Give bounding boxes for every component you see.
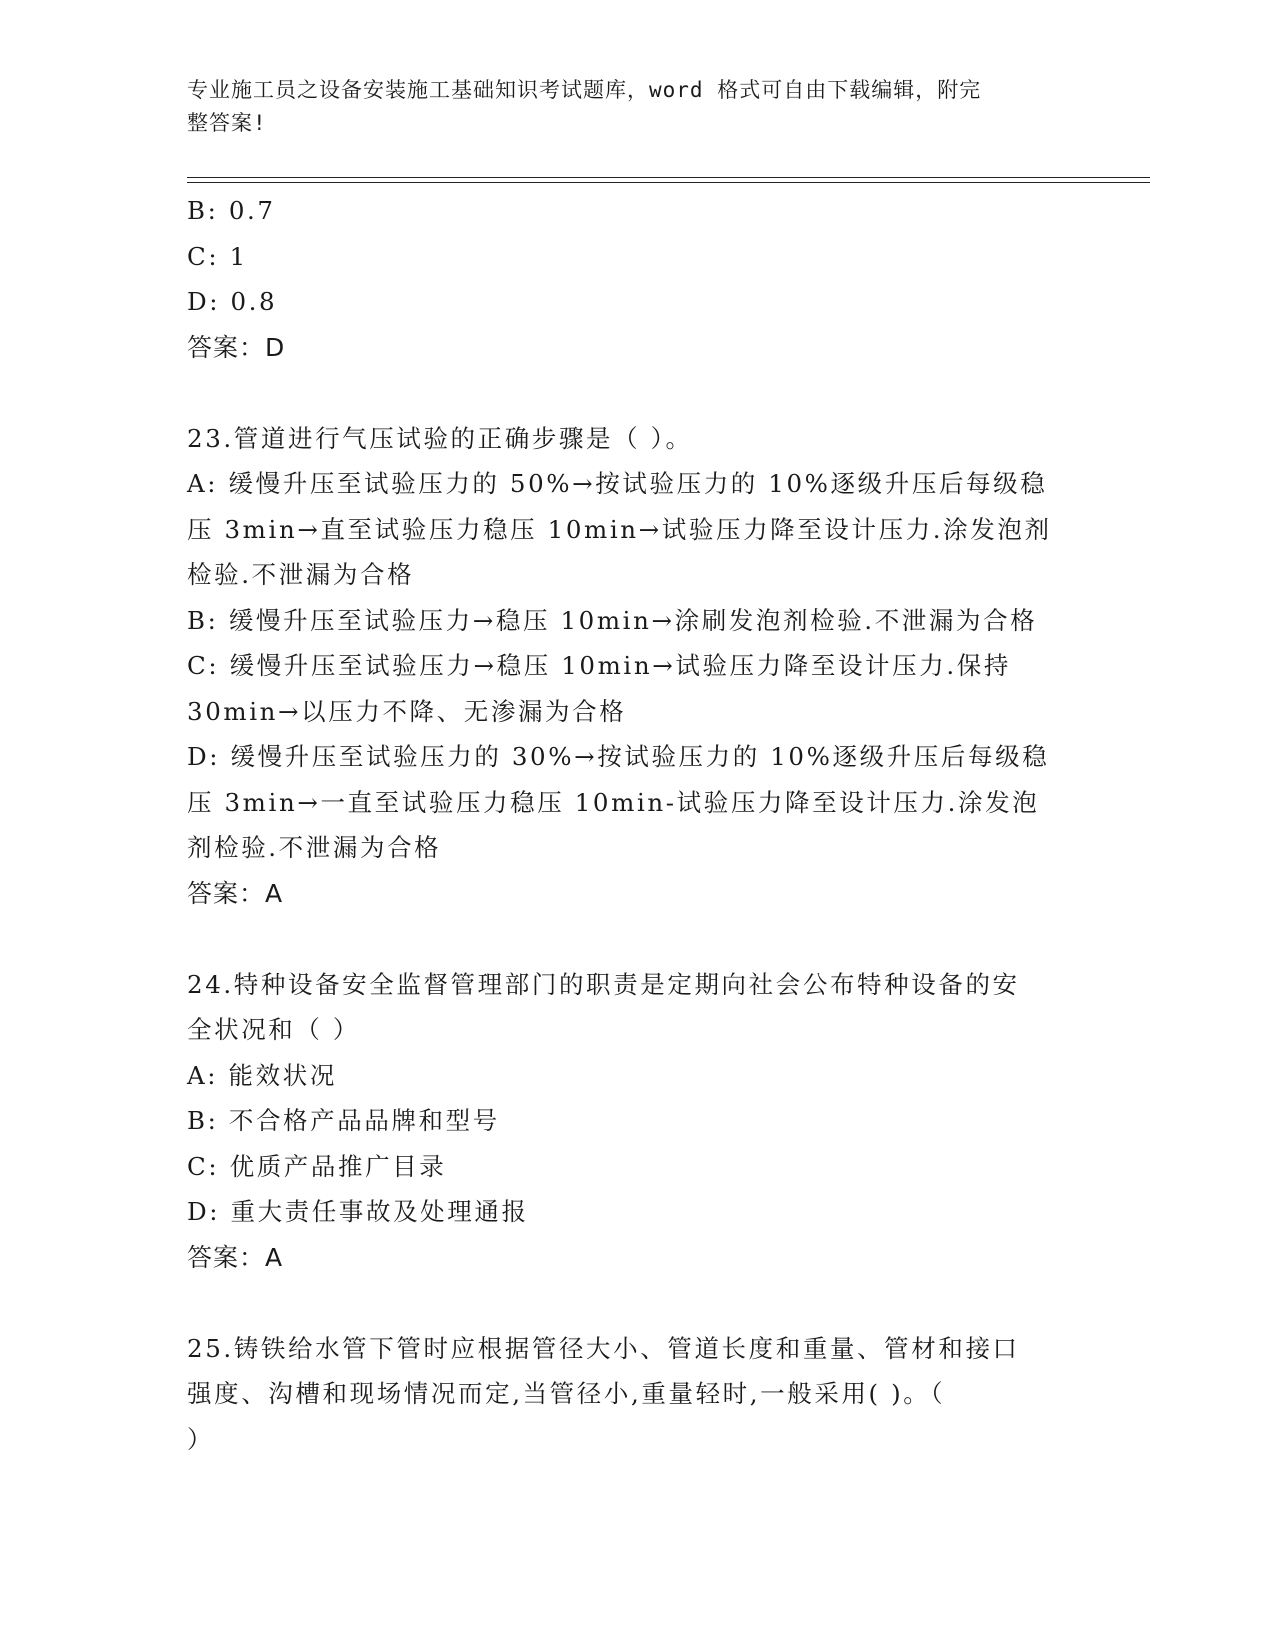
question-23 xyxy=(187,416,1087,917)
option-d: D: 重大责任事故及处理通报 xyxy=(187,1197,529,1226)
answer-line: 答案：A xyxy=(187,878,284,908)
question-stem-continued: ） xyxy=(187,1424,215,1454)
option-d: D: 0.8 xyxy=(187,287,278,316)
spacer xyxy=(187,370,1087,416)
header-divider-bottom xyxy=(187,182,1150,183)
question-stem: 23.管道进行气压试验的正确步骤是（ ）。 xyxy=(187,423,693,453)
option-b: B: 0.7 xyxy=(187,196,276,225)
question-25 xyxy=(187,1326,1087,1463)
question-stem: 25.铸铁给水管下管时应根据管径大小、管道长度和重量、管材和接口 xyxy=(187,1333,1020,1363)
header-line-2: 整答案! xyxy=(187,111,267,135)
option-a-continued: 检验.不泄漏为合格 xyxy=(187,560,415,589)
option-d-continued: 剂检验.不泄漏为合格 xyxy=(187,833,442,862)
question-stem: 24.特种设备安全监督管理部门的职责是定期向社会公布特种设备的安 xyxy=(187,969,1020,999)
option-c-continued: 30min→以压力不降、无渗漏为合格 xyxy=(187,696,627,726)
question-stem-continued: 全状况和（ ） xyxy=(187,1015,360,1044)
option-c: C: 优质产品推广目录 xyxy=(187,1151,447,1181)
question-22-remainder xyxy=(187,188,1087,370)
header-line-1: 专业施工员之设备安装施工基础知识考试题库，word 格式可自由下载编辑，附完 xyxy=(187,78,982,102)
question-24 xyxy=(187,962,1087,1281)
question-stem-continued: 强度、沟槽和现场情况而定,当管径小,重量轻时,一般采用( )。（ xyxy=(187,1379,946,1408)
spacer xyxy=(187,1280,1087,1326)
option-d: D: 缓慢升压至试验压力的 30%→按试验压力的 10%逐级升压后每级稳 xyxy=(187,742,1050,771)
answer-line: 答案：A xyxy=(187,1242,284,1272)
option-c: C: 1 xyxy=(187,241,248,271)
answer-line: 答案：D xyxy=(187,332,286,362)
option-b: B: 不合格产品品牌和型号 xyxy=(187,1106,500,1135)
option-a: A: 能效状况 xyxy=(187,1060,337,1090)
option-b: B: 缓慢升压至试验压力→稳压 10min→涂刷发泡剂检验.不泄漏为合格 xyxy=(187,605,1038,635)
option-c: C: 缓慢升压至试验压力→稳压 10min→试验压力降至设计压力.保持 xyxy=(187,651,1011,680)
option-d-continued: 压 3min→一直至试验压力稳压 10min-试验压力降至设计压力.涂发泡 xyxy=(187,787,1040,817)
document-header xyxy=(187,74,1067,140)
option-a-continued: 压 3min→直至试验压力稳压 10min→试验压力降至设计压力.涂发泡剂 xyxy=(187,514,1052,544)
question-content xyxy=(187,188,1087,1462)
header-divider-top xyxy=(187,177,1150,178)
spacer xyxy=(187,916,1087,962)
option-a: A: 缓慢升压至试验压力的 50%→按试验压力的 10%逐级升压后每级稳 xyxy=(187,469,1048,498)
